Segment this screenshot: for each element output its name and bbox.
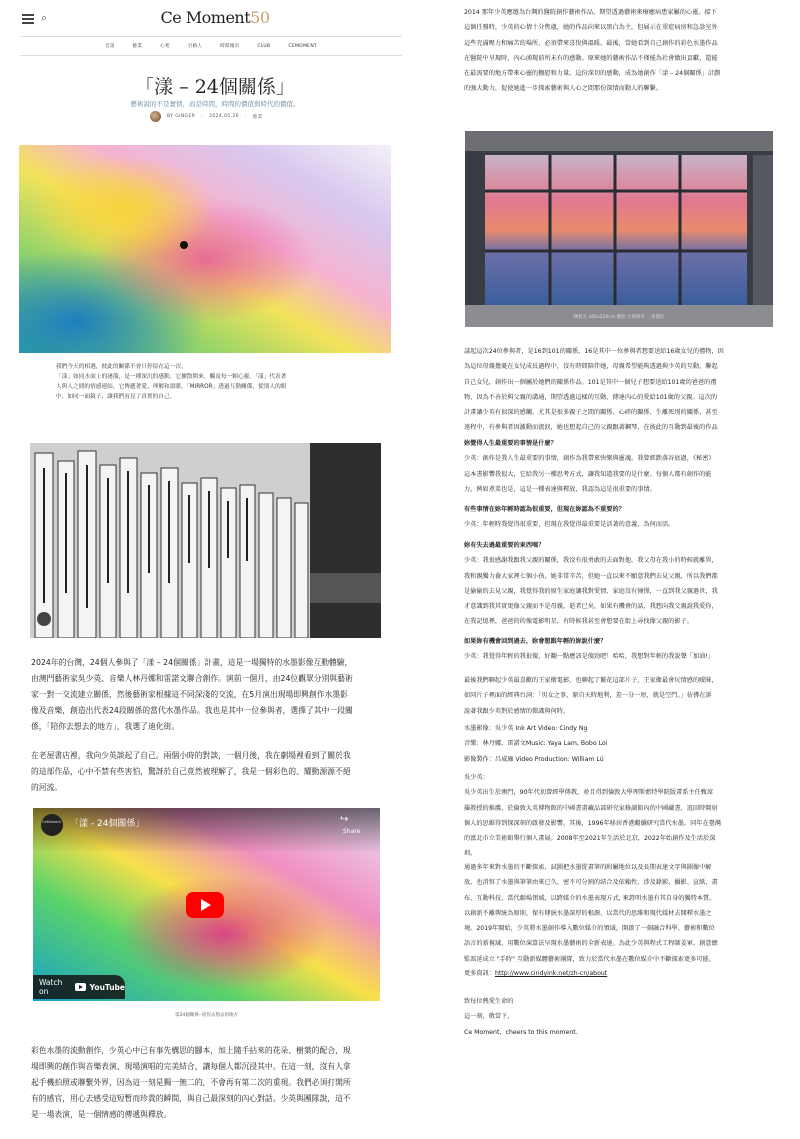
nav-item[interactable]: 音訊 (104, 44, 115, 49)
channel-avatar-label[interactable]: CeMoment (42, 820, 61, 824)
right-paragraph-1: 談起這次24位參與者，是16到101的關係，16是其中一位參與者想要送給16歲女兒的禮物，因 為這位母親擔憂在女兒成長過程中，沒有時間陪伴她，母親希望能夠透過與少英的互動，聯起 自己女兒，創作出一個屬於她們的關係作品。101是其中一個兒子想要送給101歲的爸爸的禮 物，因為不善於與父親的溝通，期望透過這樣的互動，傳達內心的愛給101歲的父親。這次的 計畫讓少英有很深的感觸，尤其是很多親子之間的關係、心碎的關係、生離死別的關係，甚至 遠程中，有參與者因激動而流淚，她也想起自己的父親跟著鋼琴，在彼此的互動到最後的作品 (464, 348, 724, 432)
question: 妳有失去過最重要的東西嗎？ (464, 542, 545, 549)
photo-caption: 曙暮光 400x250cm 攝影 台灣耕莘 三重醫院 (573, 315, 665, 320)
hero-ink-image (19, 145, 391, 353)
site-logo[interactable] (0, 8, 430, 27)
artist-bio-2: 通過多年來對水墨的不斷探索，試圖把水墨從畫筆的附屬地位以及長期表達文字與圖像中解 放，也消弭了水墨與筆筆由來已久、密不可分割的結合及依賴性，涉及錄影、攝影、宣紙、畫 布、互動科技、當代劇場領域，以跨媒介的水墨表現方式, 來證明水墨有其自身的獨特本質。 以創新不離傳統為原則，保有傳統水墨深厚的根源，以當代的思維和現代媒材去開釋水墨之 境。2019年開始，少英將水墨創作導入數位媒介的領域，開啟了一個融合科學、藝術和數位 語言的新視域，用數位演算法呈現水墨藝術的全新表達。為此少英與程式工程師姜軍、創意總 監馮延成立 "手時" 互動新媒體藝術團隊，致力於當代水墨在數位媒介中不斷探索更多可能。 (464, 864, 718, 963)
logo-number: 50 (250, 8, 270, 27)
author-avatar (150, 111, 161, 122)
author-name[interactable]: BY GINGER (167, 114, 196, 119)
paragraph-3: 彩色水墨的流動創作，少英心中已有事先構思的腳本，加上隨手拈來的花朵、樹葉的配合，現 場即興的創作與音樂表演、現場演唱的完美結合，讓每個人都沉浸其中。在這一刻，沒有人拿 起手機拍照或聯繫外界，因為這一刻是獨一無二的，不會再有第二次的重現。我們必須打開所 有的感官，用心去感受這短暫而珍貴的瞬間，與自己最深刻的內心對話。少英與團隊說，這不 是一場表演，是一個情感的傳遞與釋放。 (31, 1046, 351, 1119)
right-paragraph-2: 最後我們聊起少英最喜歡的王家衛電影，也聊起了繁花這部片子，王家衛最會玩情感的曖昧， 如同片子裡面的經典台詞：「男女之事，原自天時地利，差一分一厘，就是空門。」彷彿在訴 說著我跟少英對於感情的微識與何時。 (464, 677, 718, 715)
artist-bio: 吳少英： 吳少英出生於澳門，90年代初曾經學傳教，並且得到倫敦大學理斯藍特學院版畫系主任甄席 羅教授的推薦，於倫敦大英博物館的中國書畫藏品部研究家修讀館內的中國藏書，返回時開射 個人的思維得到探深刻的啟發及影響。其後，1996年移居香港繼續研究當代水墨，同年在臺灣 的富北市立美術館舉行個人畫展。2008年至2021年生活於北京，2022年始創作及生活於深 圳。 (464, 774, 722, 858)
video-caption: 第24個關係--陪你去想去的地方 (175, 1013, 238, 1018)
question: 妳覺得人生最重要的事情是什麼？ (464, 440, 557, 447)
logo-text: Ce Moment (160, 8, 251, 27)
paragraph-2: 在老屋書店裡，我向少英談起了自己。兩個小時的對談，一個月後，我在劇場裡看到了關於我 的這部作品，心中不禁有些害怕，驚訝於自己竟然被理解了，我是一個彩色的、耀動源源不絕 的河流。 (31, 751, 351, 792)
nav-item[interactable]: 心苑 (160, 44, 170, 49)
question: 如果妳有機會回到過去，妳會想跟年輕的妳說什麼？ (464, 638, 607, 645)
credits: 水墨影像：吳少英 Ink Art Video: Cindy Ng 音樂：林丹娜、雷諾文Music: Yaya Lam, Bobo Loi 影像製作：呂威廉 Video Production: William Lü (464, 725, 608, 763)
play-button[interactable] (186, 892, 224, 918)
watch-on-youtube[interactable]: Watch on YouTube (33, 975, 125, 999)
paragraph-1: 2024年的台灣，24個人參與了「漾 – 24個關係」計畫，這是一場獨特的水墨影像互動體驗， 由澳門藝術家吳少英、音樂人林丹娜和雷諾文聯合創作。演前一個月，由24位觀眾分別與藝術 家一對一交流建立關係，然後藝術家根據這不同深淺的交流，在5月演出現場即興創作水墨影 像及音樂，創造出代表24段關係的當代水墨作品。我也是其中一位參與者，選擇了其中一段關 係，「陪你去想去的地方」，我選了迪化街。 (31, 658, 353, 731)
byline: BY GINGER · 2024.05.26 · 藝業 (150, 111, 263, 122)
share-label: Share (343, 828, 361, 835)
nav-item[interactable]: 引路人 (187, 44, 203, 49)
more-info: 更多資訊：http://www.cindyink.net/zh-cn/about (464, 970, 608, 977)
main-nav (20, 36, 402, 56)
youtube-icon (75, 983, 85, 991)
play-icon (201, 899, 211, 911)
nav-item[interactable]: 時間城市 (220, 44, 240, 49)
qa-3: 妳有失去過最重要的東西嗎？ 少英：我很感謝我跟我父親的關係，我沒有很勇敢的去面對他，我父母在我小的時候就離異， 我和親獨力養大家裡七個小孩，她非常辛苦，但她一直以來不願意我們去見父親，所以我們都 是偷偷的去見父親，我覺得我的原生家庭讓我對愛情、家庭沒有憧憬，一直到我父親過世，我 才意識到我其實更像父親而不是母親。逝者已矣，如果有機會的話，我想向我父親說我愛你， 在我記憶裡，爸爸的的像電影明星，有時候我甚至會想要在街上尋找像父親的影子。 (464, 538, 786, 630)
nav-item[interactable]: CLUB (257, 43, 271, 49)
qa-4: 如果妳有機會回到過去，妳會想跟年輕的妳說什麼？ 少英：我覺得年輕的我很傻，好翻一點應該是傻勁吧！哈哈，我想對年輕的我說聲「加油!」 (464, 634, 786, 665)
closing: 致每位熱愛生命的 這一刻，敬當下， Ce Moment，cheers to this moment. (464, 998, 578, 1036)
category-link[interactable]: 藝業 (252, 114, 263, 120)
nav-item[interactable]: 藝業 (132, 44, 143, 49)
question: 有些事情在妳年輕時認為很重要，但現在妳認為不重要的？ (464, 506, 625, 513)
article-title: 「漾 – 24個關係」 (135, 76, 295, 98)
intro-caption: 我們今天的相遇，彼此的關係不會只停留在這一次。 「漾」如同水面上的漣漪，是一種深沉的感動，它擴散開來，觸及每一顆心靈。「漾」代表著 人與人之間的情感連結，它傳遞著愛、理解和溫暖。「MIRROR」透過互動關係，從別人的眼 中，如同一面鏡子，讓我們看見了真實的自己。 (56, 364, 287, 400)
more-info-link[interactable]: http://www.cindyink.net/zh-cn/about (494, 970, 608, 977)
article-subtitle: 藝術說的不是實情，而是時間，時間的價值與時代的價值。 (130, 100, 300, 108)
share-icon[interactable]: ↪ (340, 814, 349, 825)
right-intro: 2014 那年少英應邀為台灣的醫院創作藝術作品，期望透過藝術來療癒病患家屬的心靈。接下 這個任務時，少英的心情十分焦慮，她的作品向來以黑白為主，但展示在重症病房和急診室外 這些充滿壓力和痛苦的場所，必須帶來喜悅與溫暖。最後，當她看到自己創作的彩色水墨作品 在醫院中呈現時，內心湧現前所未有的感動。原來她的藝術作品不僅能為社會做出貢獻，還能 在最需要的地方帶來心靈的撫慰和力量。這份深切的感動，成為她創作「漾 – 24個關係」計劃 的強大動力，促使她進一步探索藝術與人心之間那份深情而動人的聯繫。 (464, 9, 721, 93)
bookshelf-image (30, 443, 381, 638)
qa-1: 妳覺得人生最重要的事情是什麼？ 少英：創作是我人生最重要的事情，創作為我帶來快樂與靈魂。我曾經跌落谷底過，《秘密》 這本書影響我很大，它給我另一種思考方式，讓我知道我要的是什麼。每個人都有創作的能 力，例如煮菜也是，這是一種表達與釋放，我認為這是很重要的事情。 (464, 436, 786, 497)
hospital-window-photo (465, 131, 773, 327)
search-icon[interactable]: ⌕ (41, 11, 48, 24)
nav-item[interactable]: CEMOMENT (288, 43, 318, 49)
publish-date: 2024.05.26 (209, 114, 239, 119)
qa-2: 有些事情在妳年輕時認為很重要，但現在妳認為不重要的？ 少英：年輕時我覺得很重要，但現在我覺得最重要是活著的意義，為何而活。 (464, 502, 786, 533)
video-title[interactable]: 「漾 - 24個關係」 (70, 819, 145, 829)
